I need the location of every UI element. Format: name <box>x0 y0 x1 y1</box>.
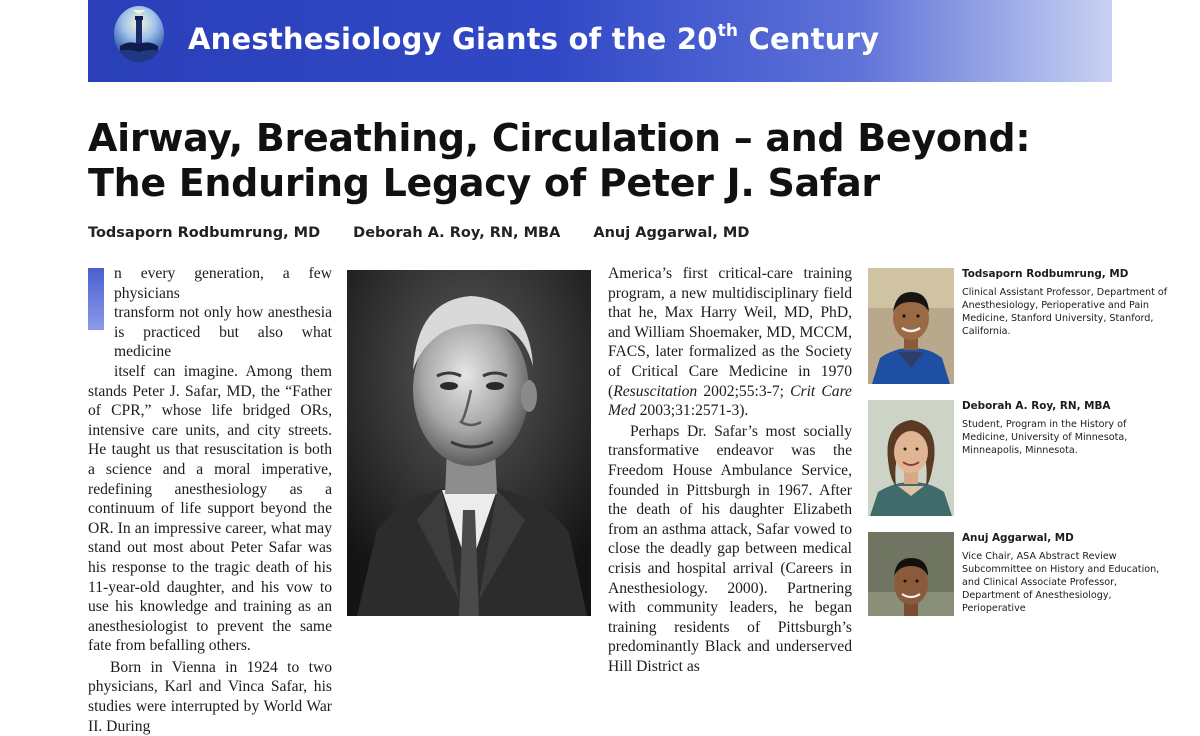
paragraph: Perhaps Dr. Safar’s most socially transformative endeavor was the Freedom House Ambulance Service, founded in Pittsburgh in 1967. After the death of his daughter Elizabeth from an asthma attack, Safar vowed to close the deadly gap between medical crisis and hospital arrival (Careers in Anesthesiology. 2000). Partnering with community leaders, he began training residents of Pittsburgh’s predominantly Black and underserved Hill District as <box>608 422 852 675</box>
paragraph: America’s first critical-care training program, a new multidisciplinary field that he, Max Harry Weil, MD, PhD, and William Shoemaker, MD, MCCM, FACS, later formalized as the Society of Critical Care Medicine in 1970 (Resuscitation 2002;55:3-7; Crit Care Med 2003;31:2571-3). <box>608 265 852 420</box>
author-card <box>868 400 1168 516</box>
article-column-3 <box>608 264 852 676</box>
author-name: Deborah A. Roy, RN, MBA <box>962 400 1111 412</box>
drop-cap-block <box>88 268 104 330</box>
intro-line: is practiced but also what medicine <box>114 323 332 361</box>
author-card <box>868 532 1168 616</box>
intro-line: n every generation, a few physicians <box>114 265 332 302</box>
paragraph: stands Peter J. Safar, MD, the “Father of CPR,” whose life bridged ORs, intensive care units, and city streets. He taught us that resuscitation is both a science and a moral imperative, redefining anesthesiology as a continuum of life support beyond the OR. In an impressive career, what may stand out most about Peter Safar was his response to the tragic death of his 11-year-old daughter, and his vow to use his knowledge and training as an anesthesiologist to prevent the same fate from befalling others. <box>88 382 332 655</box>
byline-author: Deborah A. Roy, RN, MBA <box>353 225 561 241</box>
author-photo <box>868 400 954 516</box>
author-info <box>962 400 1172 457</box>
author-name: Todsaporn Rodbumrung, MD <box>962 268 1129 280</box>
article-column-1 <box>88 264 332 736</box>
intro-line: transform not only how anesthesia <box>114 304 332 322</box>
author-photo <box>868 532 954 616</box>
author-photo <box>868 268 954 384</box>
intro-indented-lines <box>88 264 332 382</box>
headline-line-1: Airway, Breathing, Circulation – and Beyond: <box>88 116 1031 160</box>
headline-line-2: The Enduring Legacy of Peter J. Safar <box>88 161 880 205</box>
paragraph: Born in Vienna in 1924 to two physicians, Karl and Vinca Safar, his studies were interrupted by World War II. During <box>88 658 332 735</box>
author-info <box>962 268 1172 338</box>
byline <box>88 225 749 241</box>
article-headline <box>88 116 1108 206</box>
byline-author: Anuj Aggarwal, MD <box>593 225 750 241</box>
author-info <box>962 532 1172 615</box>
safar-portrait-photo <box>347 270 591 616</box>
intro-line: itself can imagine. Among them <box>114 362 332 380</box>
author-description: Student, Program in the History of Medicine, University of Minnesota, Minneapolis, Minnesota. <box>962 419 1128 456</box>
author-name: Anuj Aggarwal, MD <box>962 532 1074 544</box>
author-card <box>868 268 1168 384</box>
series-title: Anesthesiology Giants of the 20th Century <box>188 21 880 56</box>
lighthouse-logo-icon <box>114 6 164 62</box>
author-description: Clinical Assistant Professor, Department of Anesthesiology, Perioperative and Pain Medicine, Stanford University, Stanford, California. <box>962 287 1168 337</box>
author-description: Vice Chair, ASA Abstract Review Subcommittee on History and Education, and Clinical Associate Professor, Department of Anesthesiology, Perioperative <box>962 551 1160 614</box>
series-banner <box>88 0 1112 82</box>
byline-author: Todsaporn Rodbumrung, MD <box>88 225 321 241</box>
